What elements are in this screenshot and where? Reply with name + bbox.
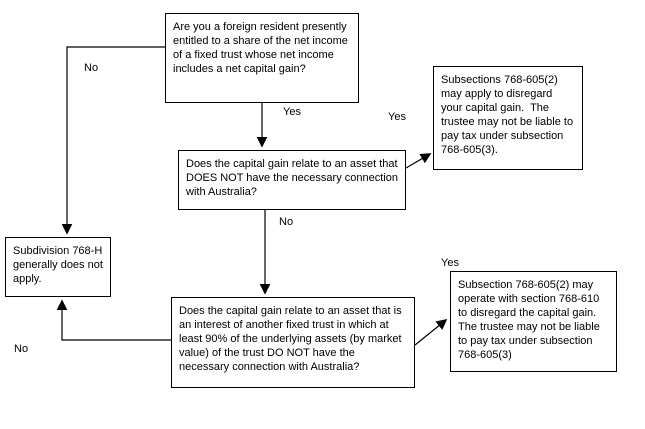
- connector-q1-no-to-subdivision: [67, 47, 165, 233]
- connector-q2-yes-to-outcome1: [406, 154, 430, 168]
- edge-label-no-q3: No: [14, 343, 29, 355]
- connector-q3-no-to-subdivision: [62, 301, 171, 340]
- edge-label-yes-q2: Yes: [388, 111, 406, 123]
- edge-label-no-q2: No: [279, 216, 294, 228]
- node-outcome-subsection-768-605-2-with-768-610: Subsection 768-605(2) may operate with section 768-610 to disregard the capital gain. The trustee may not be liable to pay tax under subsection 768-605(3): [450, 271, 617, 372]
- node-outcome-subdivision-768-h: Subdivision 768-H generally does not apply.: [5, 237, 111, 297]
- node-question-90-percent-underlying-assets: Does the capital gain relate to an asset that is an interest of another fixed trust in which at least 90% of the underlying assets (by market value) of the trust DO NOT have the necessary connection with Australia?: [171, 297, 415, 388]
- edge-label-yes-q3: Yes: [441, 257, 459, 269]
- node-outcome-subsections-768-605-2: Subsections 768-605(2) may apply to disregard your capital gain. The trustee may not be liable to pay tax under subsection 768-605(3).: [433, 66, 583, 170]
- node-question-foreign-resident: Are you a foreign resident presently entitled to a share of the net income of a fixed trust whose net income includes a net capital gain?: [165, 13, 359, 103]
- edge-label-no-q1: No: [84, 62, 99, 74]
- node-question-necessary-connection: Does the capital gain relate to an asset that DOES NOT have the necessary connection with Australia?: [178, 150, 406, 210]
- edge-label-yes-q1: Yes: [283, 106, 301, 118]
- connector-q3-yes-to-outcome2: [415, 320, 446, 345]
